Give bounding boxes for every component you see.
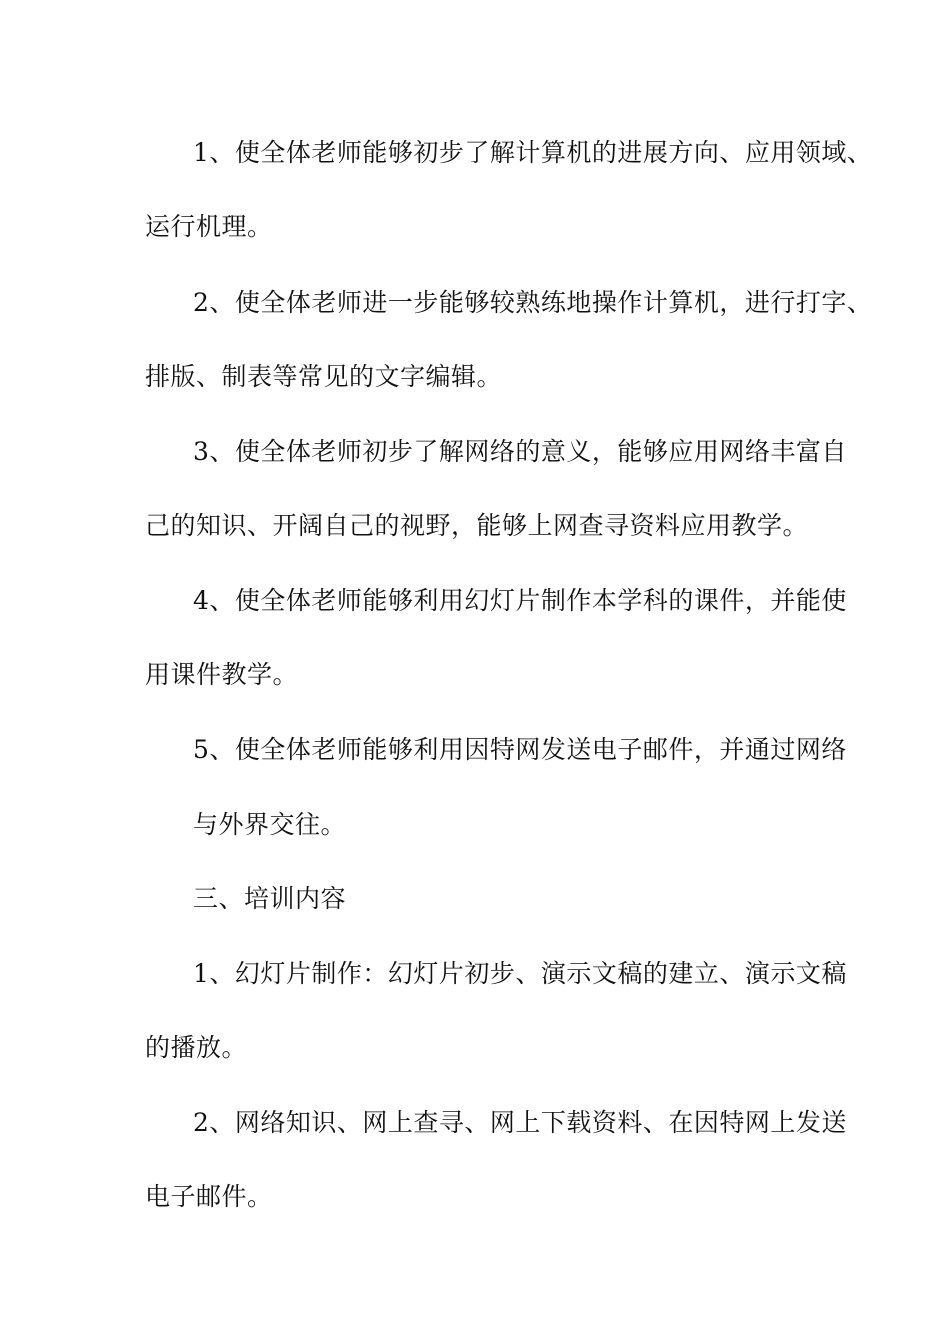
goal-5-line-1: 5、使全体老师能够利用因特网发送电子邮件，并通过网络 xyxy=(193,735,847,764)
goal-2-line-2: 排版、制表等常见的文字编辑。 xyxy=(145,362,503,391)
goal-5-line-2: 与外界交往。 xyxy=(193,810,347,839)
goal-1-line-2: 运行机理。 xyxy=(145,212,273,241)
content-1-line-1: 1、幻灯片制作：幻灯片初步、演示文稿的建立、演示文稿 xyxy=(193,959,847,988)
content-2-line-1: 2、网络知识、网上查寻、网上下载资料、在因特网上发送 xyxy=(193,1108,847,1137)
goal-4-line-1: 4、使全体老师能够利用幻灯片制作本学科的课件，并能使 xyxy=(193,586,847,615)
goal-4-line-2: 用课件教学。 xyxy=(145,660,299,689)
goal-1-line-1: 1、使全体老师能够初步了解计算机的进展方向、应用领域、 xyxy=(193,138,873,167)
section-heading: 三、培训内容 xyxy=(193,884,347,913)
content-1-line-2: 的播放。 xyxy=(145,1033,248,1062)
goal-3-line-2: 己的知识、开阔自己的视野，能够上网查寻资料应用教学。 xyxy=(145,511,809,540)
goal-3-line-1: 3、使全体老师初步了解网络的意义，能够应用网络丰富自 xyxy=(193,437,847,466)
goal-2-line-1: 2、使全体老师进一步能够较熟练地操作计算机，进行打字、 xyxy=(193,288,873,317)
content-2-line-2: 电子邮件。 xyxy=(145,1182,273,1211)
